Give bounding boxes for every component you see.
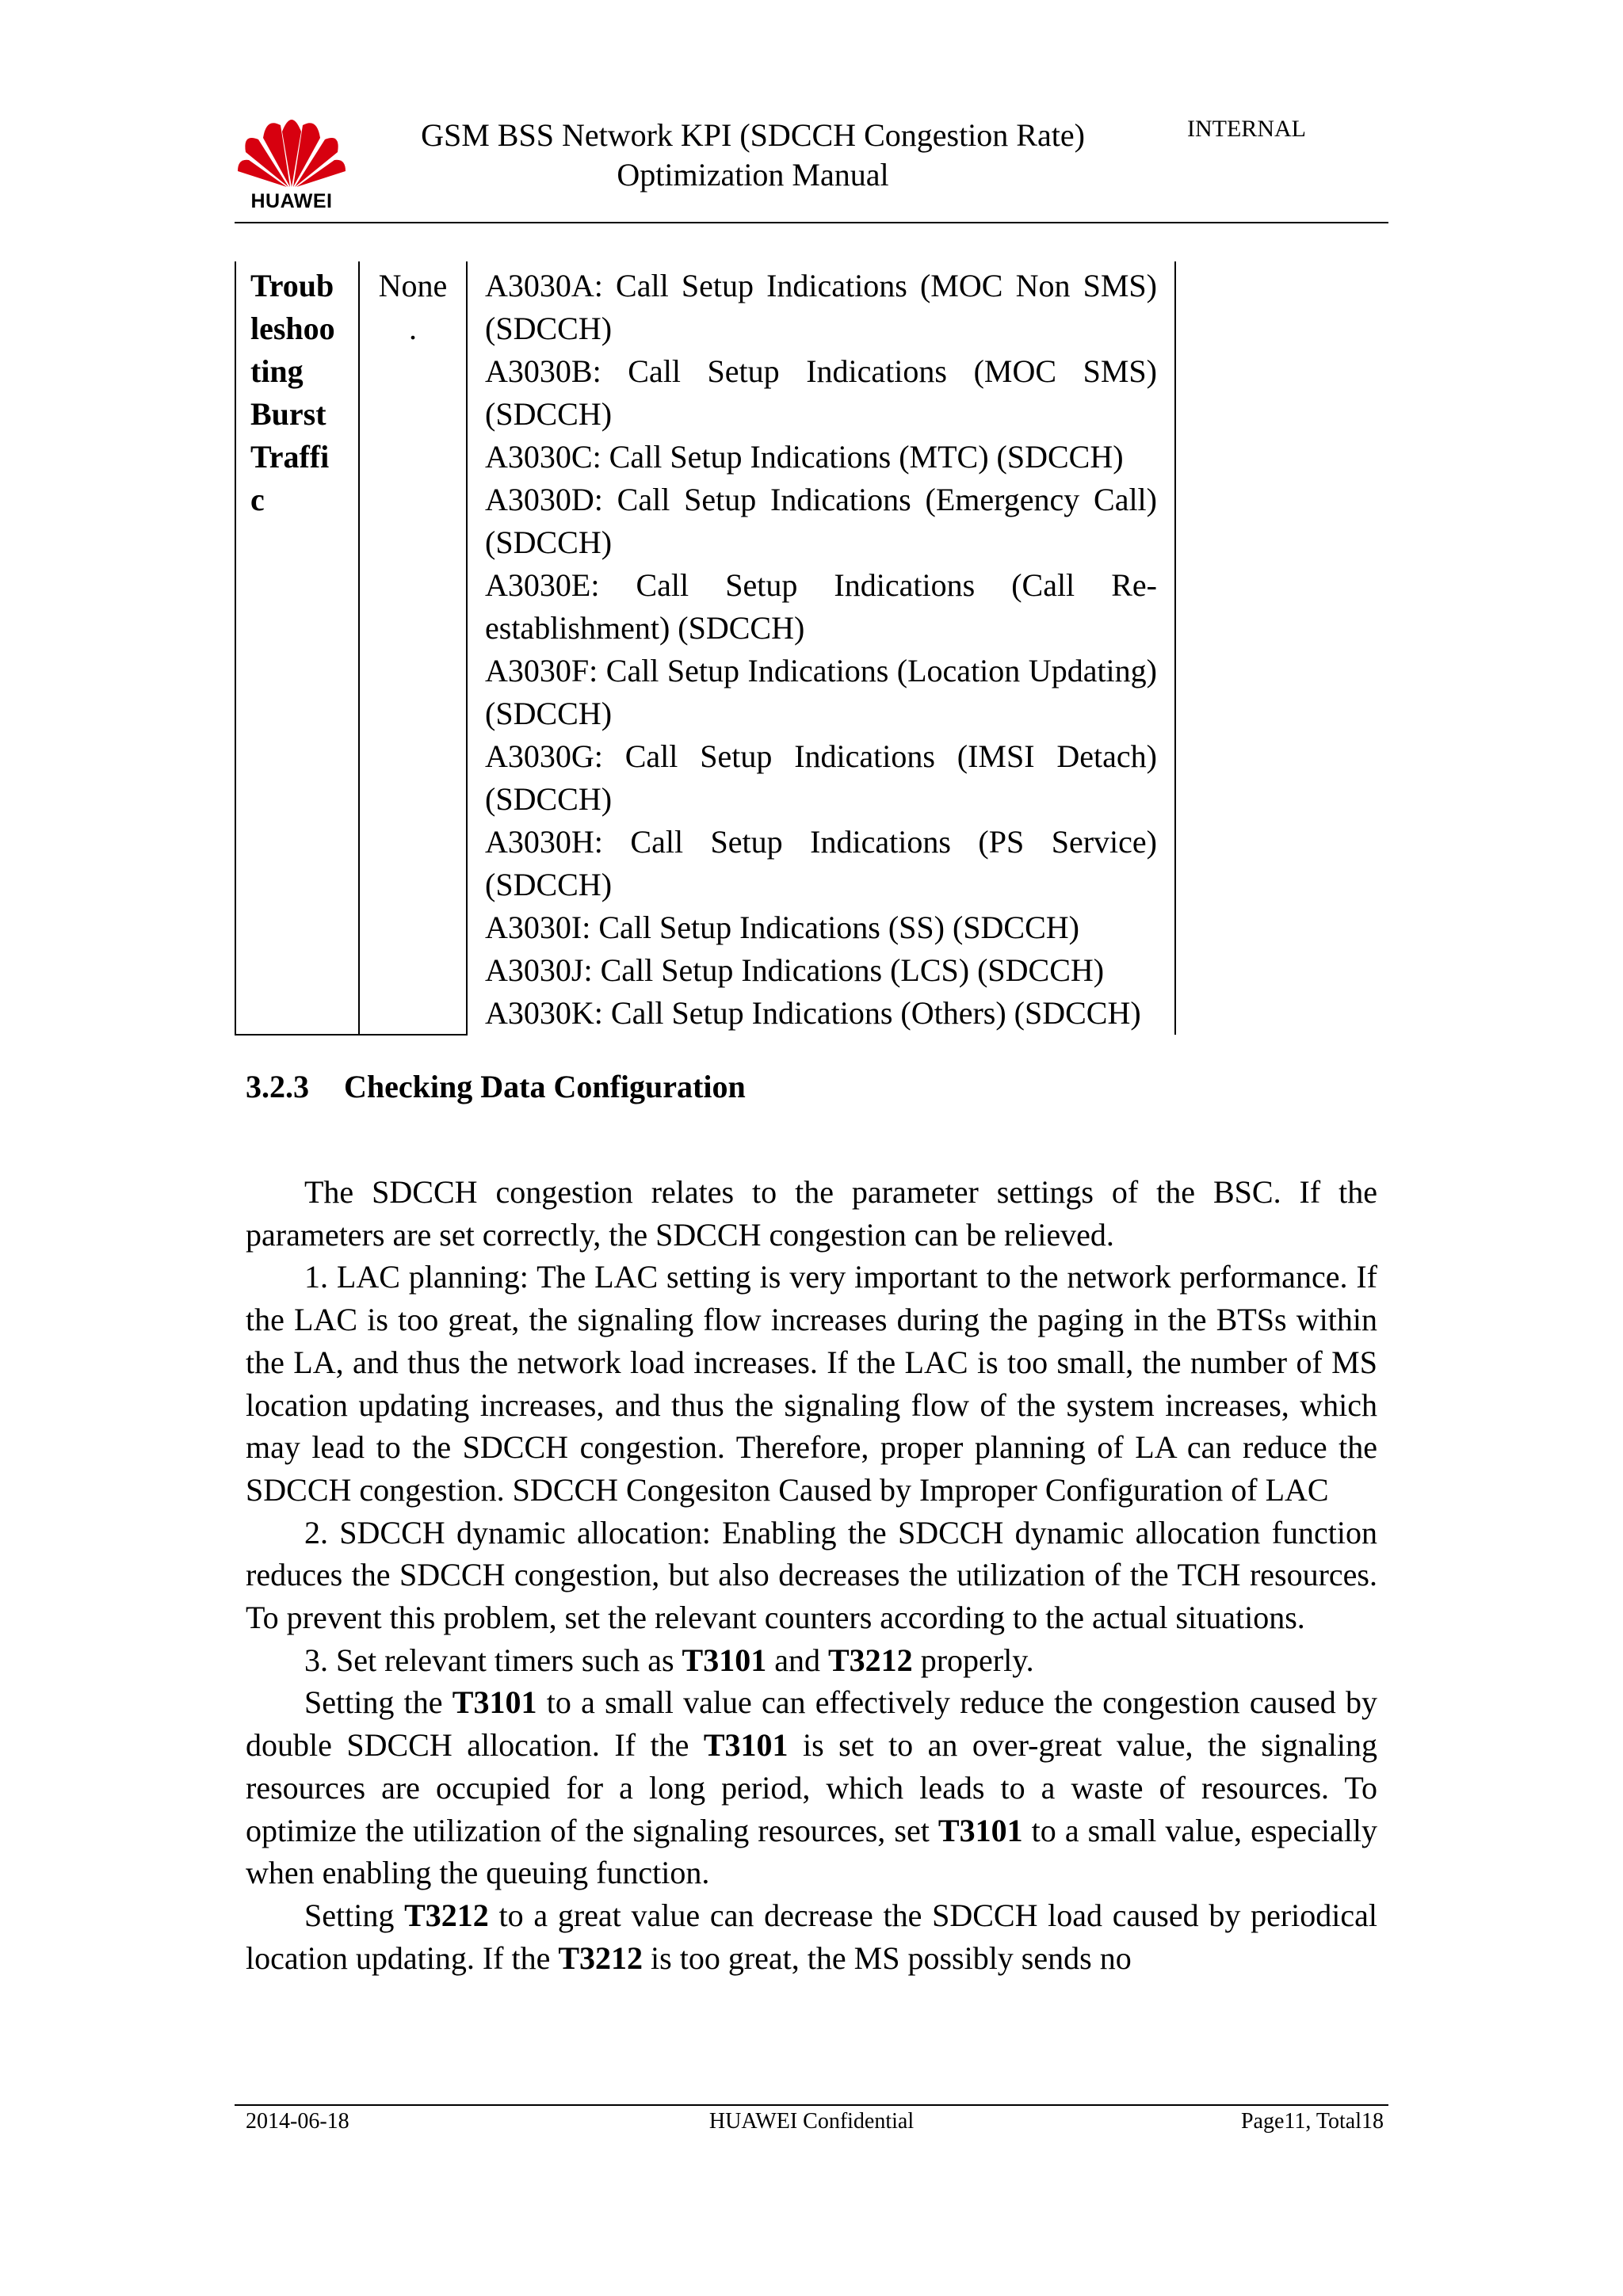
counter-item: A3030A: Call Setup Indications (MOC Non SMS) (SDCCH): [485, 268, 1157, 346]
text-run: to a small value, especially when enabling the queuing function.: [246, 1812, 1377, 1891]
footer-divider: [235, 2104, 1388, 2106]
section-heading: [246, 1068, 746, 1105]
counters-table: [235, 261, 1176, 1035]
document-title: [372, 116, 1133, 195]
category-text: Troub: [250, 268, 334, 303]
section-number: 3.2.3: [246, 1069, 309, 1104]
text-run: and: [766, 1642, 828, 1678]
timer-name: T3212: [558, 1939, 643, 1976]
table-row: [235, 261, 1175, 1035]
timer-name: T3212: [828, 1642, 913, 1678]
category-text: Burst: [250, 396, 327, 432]
huawei-petals-icon: [235, 108, 349, 190]
paragraph: 1. LAC planning: The LAC setting is very important to the network performance. If the LAC is too great, the signaling flow increases during the paging in the BTSs within the LA, and thus the network load increases. If the LAC is too small, the number of MS location updating increases, and thus the signaling flow of the system increases, which may lead to the SDCCH congestion. Therefore, proper planning of LA can reduce the SDCCH congestion. SDCCH Congesiton Caused by Improper Configuration of LAC: [246, 1259, 1377, 1508]
section-title: Checking Data Configuration: [344, 1069, 746, 1104]
footer-confidential: HUAWEI Confidential: [708, 2109, 915, 2134]
text-run: 3. Set relevant timers such as: [304, 1642, 682, 1678]
body-text: [246, 1171, 1377, 1979]
paragraph: The SDCCH congestion relates to the parameter settings of the BSC. If the parameters are set correctly, the SDCCH congestion can be relieved.: [246, 1174, 1377, 1253]
paragraph: [246, 1894, 1377, 1979]
paragraph: 2. SDCCH dynamic allocation: Enabling the SDCCH dynamic allocation function reduces the SDCCH congestion, but also decreases the utilization of the TCH resources. To prevent this problem, set the relevant counters according to the actual situations.: [246, 1514, 1377, 1636]
counter-item: A3030J: Call Setup Indications (LCS) (SDCCH): [485, 952, 1105, 988]
counter-item: A3030C: Call Setup Indications (MTC) (SDCCH): [485, 439, 1124, 475]
category-text: ting: [250, 353, 304, 389]
text-run: to a great value can decrease the SDCCH load caused by periodical location updating. If the: [246, 1897, 1377, 1976]
footer-page-number: Page11, Total18: [1240, 2109, 1384, 2134]
counter-item: A3030K: Call Setup Indications (Others) (SDCCH): [485, 995, 1141, 1031]
category-text: Traffi: [250, 439, 330, 475]
timer-name: T3101: [938, 1812, 1023, 1848]
table-cell-category: [235, 261, 359, 1035]
counter-item: A3030H: Call Setup Indications (PS Service) (SDCCH): [485, 824, 1157, 902]
category-text: leshoo: [250, 311, 335, 346]
paragraph: [246, 1681, 1377, 1894]
table-cell-counters: [467, 261, 1175, 1035]
text-run: to a small value can effectively reduce the congestion caused by double SDCCH allocation. If the: [246, 1684, 1377, 1764]
footer-date: 2014-06-18: [246, 2109, 349, 2134]
text-run: is set to an over-great value, the signaling resources are occupied for a long period, which leads to a waste of resources. To optimize the utilization of the signaling resources, set: [246, 1727, 1377, 1848]
title-line-2: Optimization Manual: [617, 157, 889, 193]
paragraph: [246, 1639, 1377, 1682]
huawei-logo: [235, 108, 349, 217]
logo-text: HUAWEI: [250, 190, 333, 212]
header-divider: [235, 222, 1388, 223]
counter-item: A3030D: Call Setup Indications (Emergency Call) (SDCCH): [485, 482, 1157, 560]
counter-item: A3030G: Call Setup Indications (IMSI Detach) (SDCCH): [485, 738, 1157, 817]
counter-item: A3030E: Call Setup Indications (Call Re-establishment) (SDCCH): [485, 567, 1157, 646]
text-run: Setting: [304, 1897, 405, 1933]
timer-name: T3101: [452, 1684, 537, 1721]
counter-item: A3030F: Call Setup Indications (Location Updating) (SDCCH): [485, 653, 1157, 731]
counter-item: A3030B: Call Setup Indications (MOC SMS) (SDCCH): [485, 353, 1157, 432]
counter-item: A3030I: Call Setup Indications (SS) (SDCCH): [485, 910, 1079, 945]
timer-name: T3212: [404, 1897, 489, 1933]
text-run: Setting the: [304, 1684, 453, 1721]
timer-name: T3101: [703, 1727, 789, 1764]
timer-name: T3101: [682, 1642, 767, 1678]
none-text: None: [378, 268, 448, 303]
none-text: .: [409, 311, 417, 346]
text-run: properly.: [912, 1642, 1034, 1678]
classification-label: INTERNAL: [1187, 116, 1306, 142]
title-line-1: GSM BSS Network KPI (SDCCH Congestion Rate): [421, 117, 1085, 153]
table-cell-none: [359, 261, 467, 1035]
category-text: c: [250, 482, 265, 517]
text-run: is too great, the MS possibly sends no: [643, 1939, 1132, 1976]
